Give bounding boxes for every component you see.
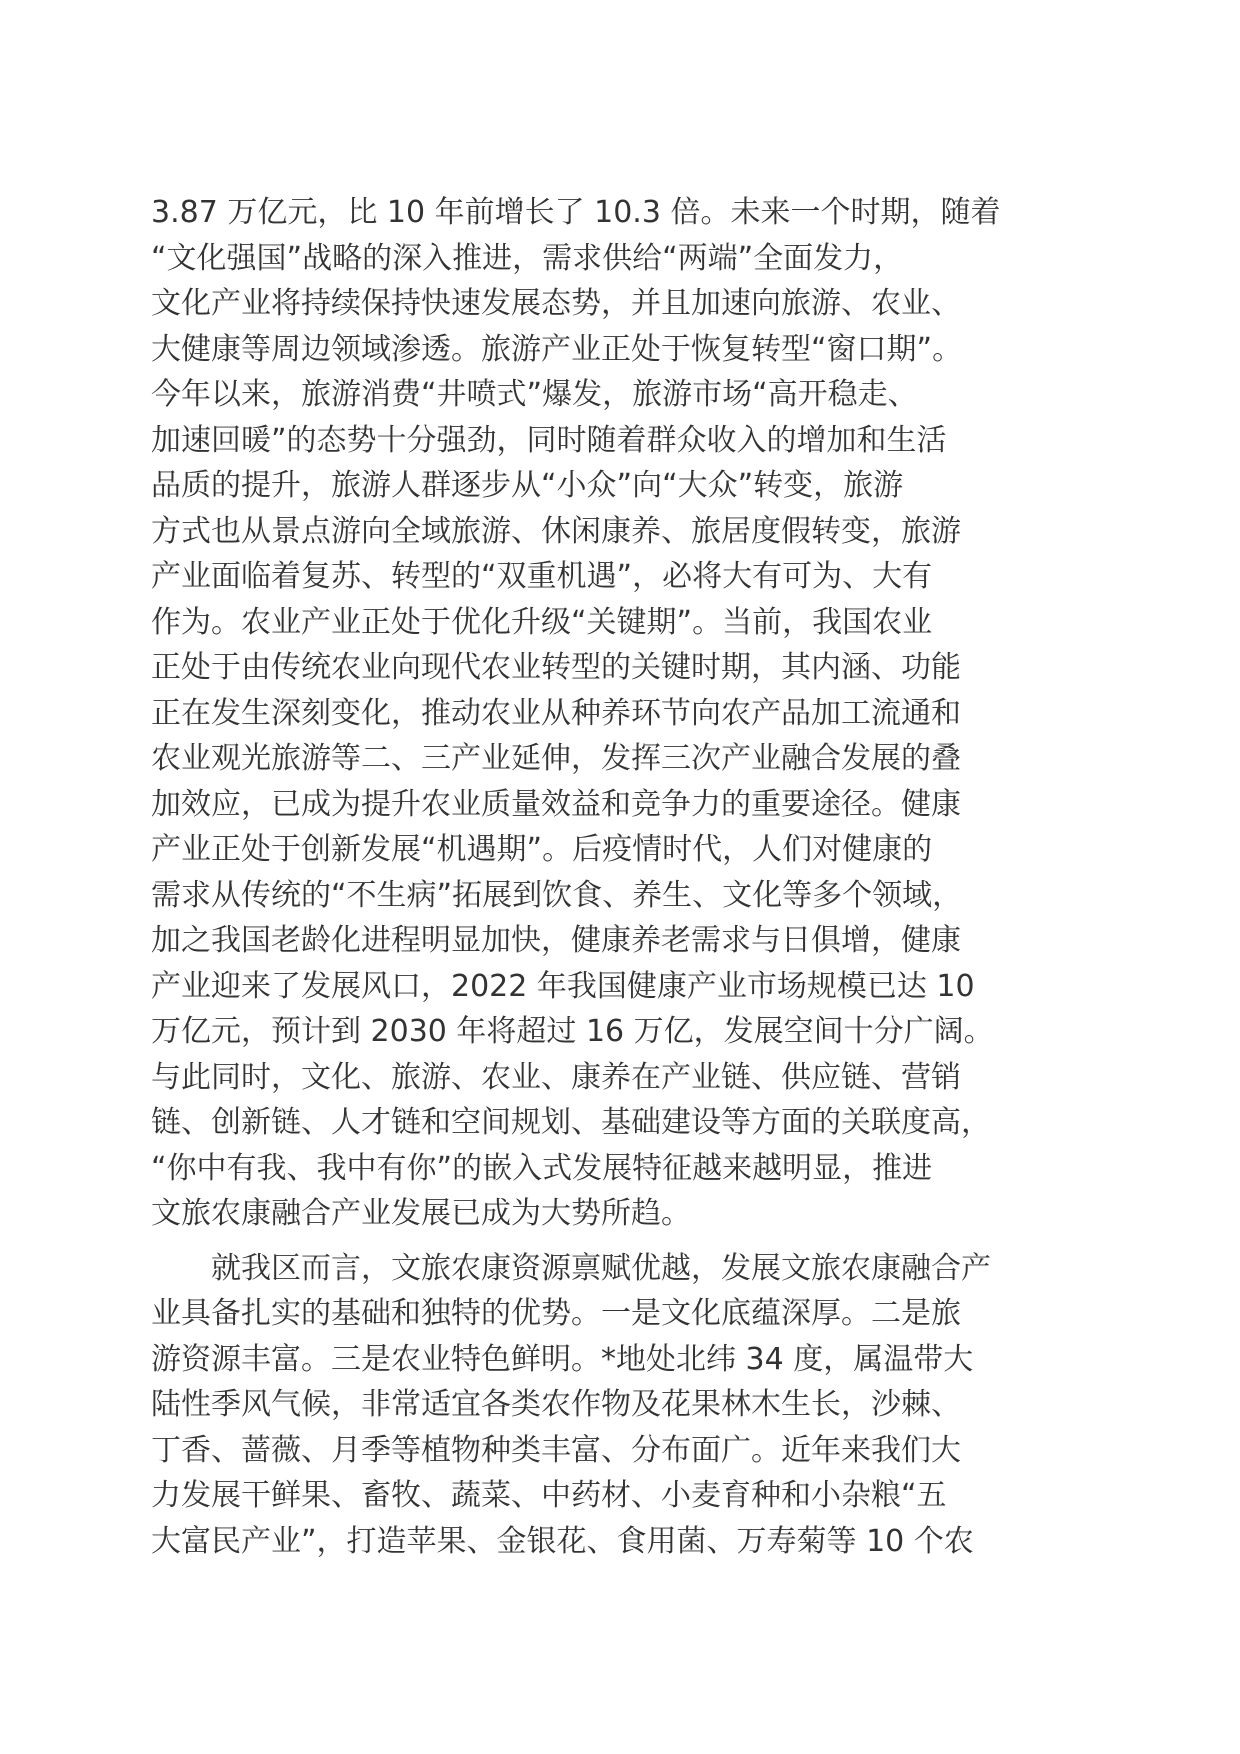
text-line: 方式也从景点游向全域旅游、休闲康养、旅居度假转变，旅游 xyxy=(151,513,961,549)
text-line: 产业正处于创新发展“机遇期”。后疫情时代，人们对健康的 xyxy=(151,832,933,867)
text-line: 大健康等周边领域渗透。旅游产业正处于恢复转型“窗口期”。 xyxy=(151,331,963,367)
text-line: 作为。农业产业正处于优化升级“关键期”。当前，我国农业 xyxy=(151,604,933,640)
text-line: 与此同时，文化、旅游、农业、康养在产业链、供应链、营销 xyxy=(151,1059,961,1095)
text-line: “你中有我、我中有你”的嵌入式发展特征越来越明显，推进 xyxy=(151,1150,933,1186)
text-line: 产业迎来了发展风口，2022 年我国健康产业市场规模已达 10 xyxy=(151,968,975,1004)
text-line: 正处于由传统农业向现代农业转型的关键时期，其内涵、功能 xyxy=(151,650,961,685)
text-line: 今年以来，旅游消费“井喷式”爆发，旅游市场“高开稳走、 xyxy=(151,377,918,412)
text-line: 文旅农康融合产业发展已成为大势所趋。 xyxy=(151,1196,691,1231)
text-line: “文化强国”战略的深入推进，需求供给“两端”全面发力， xyxy=(151,240,904,276)
text-line: 游资源丰富。三是农业特色鲜明。*地处北纬 34 度，属温带大 xyxy=(151,1341,974,1377)
text-line: 大富民产业”，打造苹果、金银花、食用菌、万寿菊等 10 个农 xyxy=(151,1523,974,1559)
text-line: 链、创新链、人才链和空间规划、基础建设等方面的关联度高， xyxy=(151,1105,991,1140)
text-line: 正在发生深刻变化，推动农业从种养环节向农产品加工流通和 xyxy=(151,695,961,731)
text-line: 丁香、蔷薇、月季等植物种类丰富、分布面广。近年来我们大 xyxy=(151,1432,961,1468)
paragraph-industry-trends xyxy=(151,190,1085,1237)
text-line: 业具备扎实的基础和独特的优势。一是文化底蕴深厚。二是旅 xyxy=(151,1296,961,1331)
text-line: 农业观光旅游等二、三产业延伸，发挥三次产业融合发展的叠 xyxy=(151,741,961,776)
text-line: 文化产业将持续保持快速发展态势，并且加速向旅游、农业、 xyxy=(151,286,961,321)
paragraph-local-advantages xyxy=(151,1246,1085,1565)
document-body xyxy=(151,190,1085,1564)
text-line: 就我区而言，文旅农康资源禀赋优越，发展文旅农康融合产 xyxy=(151,1250,991,1286)
text-line: 陆性季风气候，非常适宜各类农作物及花果林木生长，沙棘、 xyxy=(151,1387,961,1422)
text-line: 产业面临着复苏、转型的“双重机遇”，必将大有可为、大有 xyxy=(151,559,933,594)
text-line: 加速回暖”的态势十分强劲，同时随着群众收入的增加和生活 xyxy=(151,422,947,458)
text-line: 品质的提升，旅游人群逐步从“小众”向“大众”转变，旅游 xyxy=(151,468,904,503)
text-line: 3.87 万亿元，比 10 年前增长了 10.3 倍。未来一个时期，随着 xyxy=(151,195,1001,230)
text-line: 力发展干鲜果、畜牧、蔬菜、中药材、小麦育种和小杂粮“五 xyxy=(151,1478,947,1513)
text-line: 加之我国老龄化进程明显加快，健康养老需求与日俱增，健康 xyxy=(151,923,961,958)
text-line: 加效应，已成为提升农业质量效益和竞争力的重要途径。健康 xyxy=(151,786,961,822)
text-line: 需求从传统的“不生病”拓展到饮食、养生、文化等多个领域， xyxy=(151,877,963,913)
text-line: 万亿元，预计到 2030 年将超过 16 万亿，发展空间十分广阔。 xyxy=(151,1014,994,1049)
